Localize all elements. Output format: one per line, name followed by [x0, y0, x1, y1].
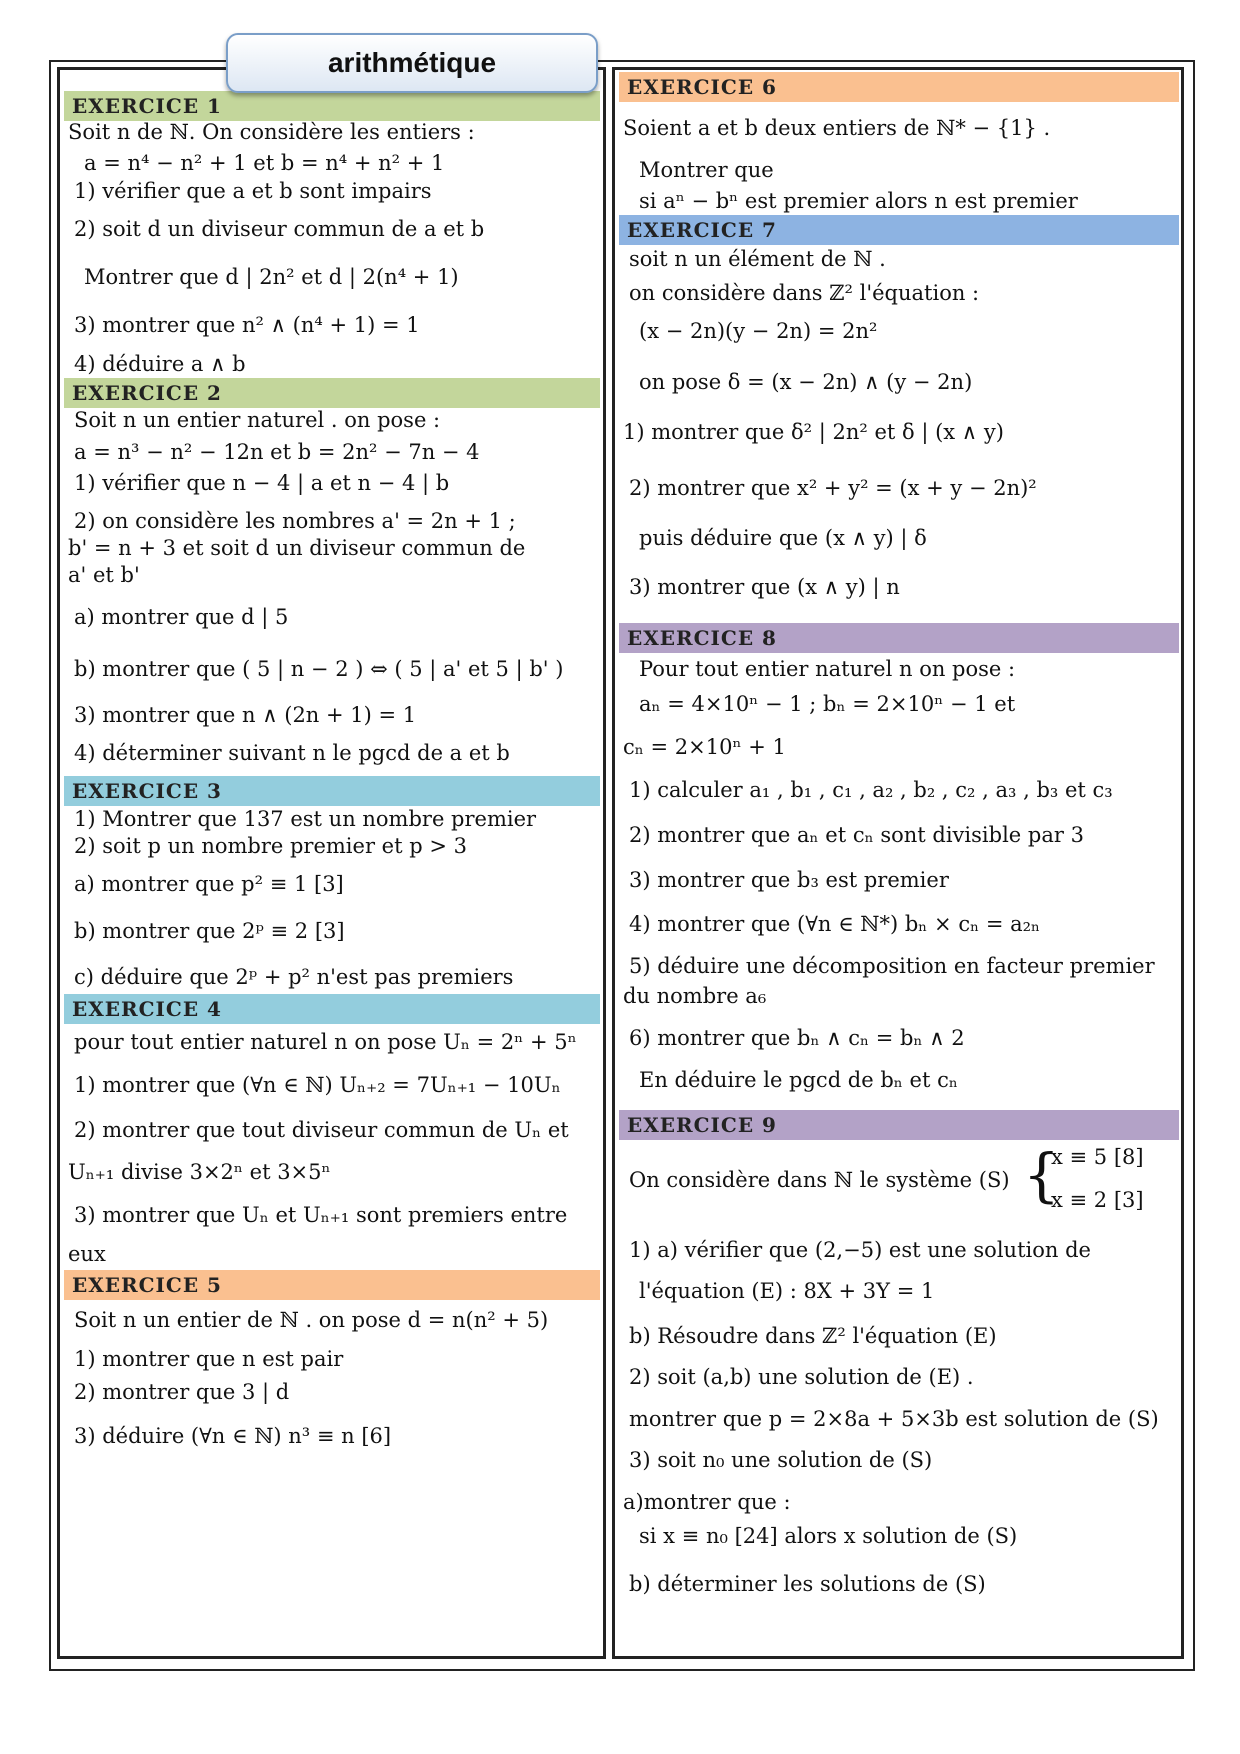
page-title: arithmétique	[226, 33, 598, 93]
ex7-line: puis déduire que (x ∧ y) | δ	[639, 526, 927, 550]
ex7-line: on pose δ = (x − 2n) ∧ (y − 2n)	[639, 370, 973, 394]
ex8-line: 6) montrer que bₙ ∧ cₙ = bₙ ∧ 2	[629, 1026, 965, 1050]
exercise-5-header: EXERCICE 5	[64, 1270, 600, 1300]
ex7-line: (x − 2n)(y − 2n) = 2n²	[639, 319, 878, 343]
ex3-line: 2) soit p un nombre premier et p > 3	[74, 834, 467, 858]
ex4-line: Uₙ₊₁ divise 3×2ⁿ et 3×5ⁿ	[68, 1160, 331, 1184]
exercise-7-header: EXERCICE 7	[619, 215, 1179, 245]
ex4-line: 2) montrer que tout diviseur commun de Uₙ et	[74, 1118, 569, 1142]
ex1-line: 4) déduire a ∧ b	[74, 352, 246, 376]
ex9-system-intro: On considère dans ℕ le système (S)	[629, 1168, 1010, 1192]
exercise-6-header: EXERCICE 6	[619, 72, 1179, 102]
exercise-1-header: EXERCICE 1	[64, 91, 600, 121]
left-column	[57, 67, 606, 1659]
ex8-line: cₙ = 2×10ⁿ + 1	[623, 735, 786, 759]
exercise-2-header: EXERCICE 2	[64, 378, 600, 408]
ex6-line: Montrer que	[639, 158, 774, 182]
ex8-line: 5) déduire une décomposition en facteur premier	[629, 954, 1155, 978]
ex4-line: eux	[68, 1242, 106, 1266]
ex3-line: c) déduire que 2ᵖ + p² n'est pas premiers	[74, 965, 514, 989]
ex3-line: b) montrer que 2ᵖ ≡ 2 [3]	[74, 919, 345, 943]
ex1-line: a = n⁴ − n² + 1 et b = n⁴ + n² + 1	[84, 151, 445, 175]
ex9-line: a)montrer que :	[623, 1490, 791, 1514]
exercise-8-header: EXERCICE 8	[619, 623, 1179, 653]
ex9-line: montrer que p = 2×8a + 5×3b est solution de (S)	[629, 1407, 1159, 1431]
ex8-line: 2) montrer que aₙ et cₙ sont divisible par 3	[629, 823, 1084, 847]
ex5-line: Soit n un entier de ℕ . on pose d = n(n² + 5)	[74, 1308, 549, 1332]
ex2-line: a) montrer que d | 5	[74, 605, 289, 629]
ex7-line: on considère dans ℤ² l'équation :	[629, 281, 980, 305]
ex5-line: 1) montrer que n est pair	[74, 1347, 344, 1371]
ex2-line: 1) vérifier que n − 4 | a et n − 4 | b	[74, 471, 450, 495]
ex3-line: a) montrer que p² ≡ 1 [3]	[74, 872, 344, 896]
ex1-line: Montrer que d | 2n² et d | 2(n⁴ + 1)	[84, 265, 459, 289]
exercise-9-header: EXERCICE 9	[619, 1110, 1179, 1140]
ex9-line: 1) a) vérifier que (2,−5) est une solution de	[629, 1238, 1091, 1262]
ex9-line: b) déterminer les solutions de (S)	[629, 1572, 986, 1596]
ex2-line: a = n³ − n² − 12n et b = 2n² − 7n − 4	[74, 440, 480, 464]
ex2-line: b) montrer que ( 5 | n − 2 ) ⇔ ( 5 | a' et 5 | b' )	[74, 657, 564, 681]
ex4-line: pour tout entier naturel n on pose Uₙ = 2ⁿ + 5ⁿ	[74, 1030, 577, 1054]
ex6-line: si aⁿ − bⁿ est premier alors n est premier	[639, 189, 1078, 213]
ex9-line: 3) soit n₀ une solution de (S)	[629, 1448, 933, 1472]
system-brace: {	[1023, 1141, 1060, 1209]
ex8-line: Pour tout entier naturel n on pose :	[639, 657, 1016, 681]
ex2-line: b' = n + 3 et soit d un diviseur commun de	[68, 536, 526, 560]
ex2-line: Soit n un entier naturel . on pose :	[74, 408, 441, 432]
ex8-line: 1) calculer a₁ , b₁ , c₁ , a₂ , b₂ , c₂ , a₃ , b₃ et c₃	[629, 778, 1113, 802]
ex2-line: a' et b'	[68, 563, 140, 587]
ex7-line: 2) montrer que x² + y² = (x + y − 2n)²	[629, 476, 1037, 500]
ex9-line: 2) soit (a,b) une solution de (E) .	[629, 1365, 974, 1389]
ex1-line: 3) montrer que n² ∧ (n⁴ + 1) = 1	[74, 313, 420, 337]
ex8-line: 3) montrer que b₃ est premier	[629, 868, 949, 892]
ex8-line: En déduire le pgcd de bₙ et cₙ	[639, 1068, 958, 1092]
ex7-line: soit n un élément de ℕ .	[629, 247, 886, 271]
exercise-3-header: EXERCICE 3	[64, 776, 600, 806]
ex9-system-eq: x ≡ 2 [3]	[1051, 1188, 1144, 1212]
ex9-line: l'équation (E) : 8X + 3Y = 1	[639, 1279, 935, 1303]
ex8-line: 4) montrer que (∀n ∈ ℕ*) bₙ × cₙ = a₂ₙ	[629, 912, 1041, 936]
exercise-4-header: EXERCICE 4	[64, 994, 600, 1024]
ex4-line: 3) montrer que Uₙ et Uₙ₊₁ sont premiers entre	[74, 1203, 568, 1227]
ex8-line: du nombre a₆	[623, 984, 767, 1008]
right-column	[612, 67, 1184, 1659]
ex9-line: si x ≡ n₀ [24] alors x solution de (S)	[639, 1524, 1018, 1548]
ex2-line: 2) on considère les nombres a' = 2n + 1 ;	[74, 509, 516, 533]
ex4-line: 1) montrer que (∀n ∈ ℕ) Uₙ₊₂ = 7Uₙ₊₁ − 10Uₙ	[74, 1073, 561, 1097]
ex5-line: 2) montrer que 3 | d	[74, 1380, 290, 1404]
ex7-line: 1) montrer que δ² | 2n² et δ | (x ∧ y)	[623, 420, 1004, 444]
ex7-line: 3) montrer que (x ∧ y) | n	[629, 575, 900, 599]
ex9-system-eq: x ≡ 5 [8]	[1051, 1145, 1144, 1169]
ex1-line: 1) vérifier que a et b sont impairs	[74, 179, 432, 203]
ex9-line: b) Résoudre dans ℤ² l'équation (E)	[629, 1324, 997, 1348]
ex6-line: Soient a et b deux entiers de ℕ* − {1} .	[623, 116, 1051, 140]
ex8-line: aₙ = 4×10ⁿ − 1 ; bₙ = 2×10ⁿ − 1 et	[639, 692, 1016, 716]
ex5-line: 3) déduire (∀n ∈ ℕ) n³ ≡ n [6]	[74, 1424, 392, 1448]
ex1-line: 2) soit d un diviseur commun de a et b	[74, 217, 485, 241]
ex1-line: Soit n de ℕ. On considère les entiers :	[68, 120, 475, 144]
ex3-line: 1) Montrer que 137 est un nombre premier	[74, 807, 537, 831]
ex2-line: 3) montrer que n ∧ (2n + 1) = 1	[74, 703, 417, 727]
ex2-line: 4) déterminer suivant n le pgcd de a et b	[74, 741, 510, 765]
